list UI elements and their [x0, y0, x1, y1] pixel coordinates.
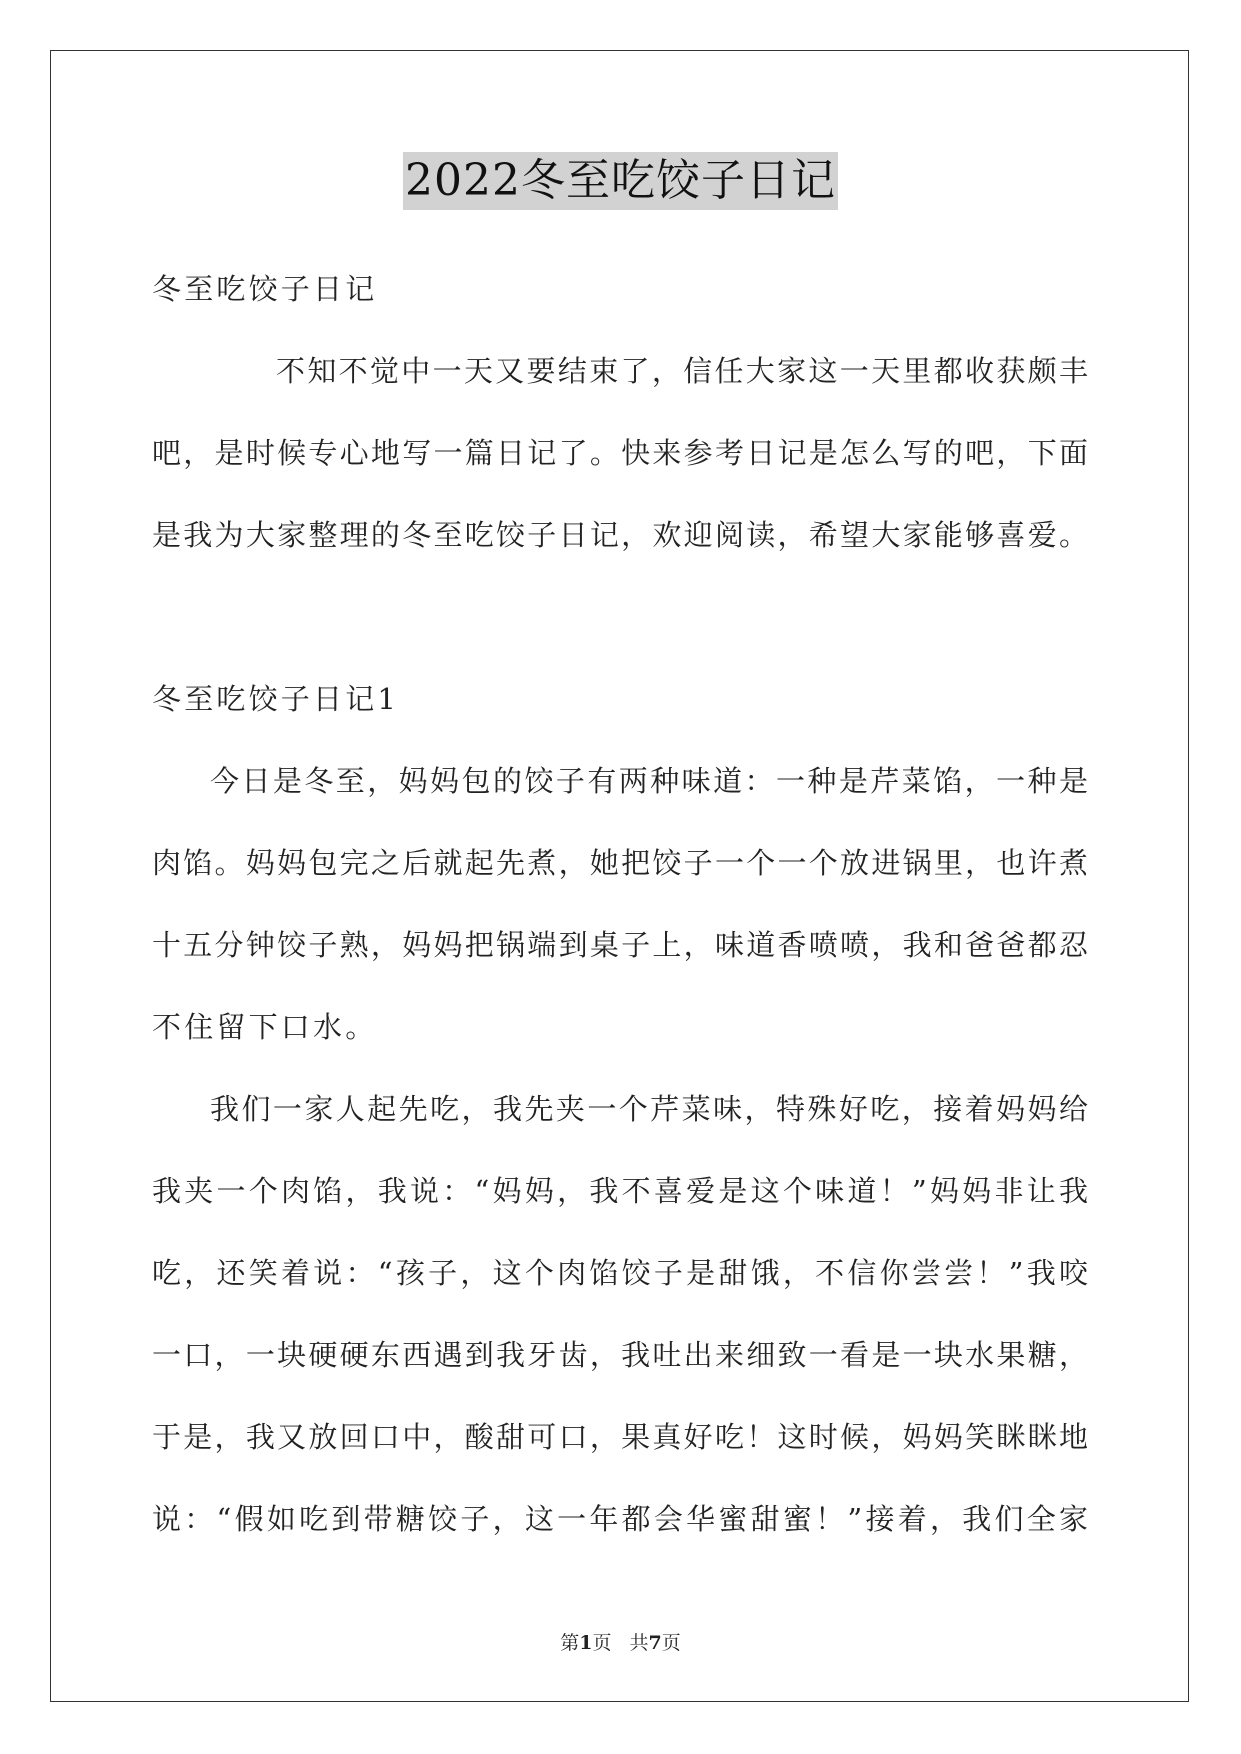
paragraph2-line: 于是，我又放回口中，酸甜可口，果真好吃！这时候，妈妈笑眯眯地 — [152, 1420, 1088, 1454]
paragraph1-line: 今日是冬至，妈妈包的饺子有两种味道：一种是芹菜馅，一种是 — [210, 764, 1088, 798]
paragraph2-line: 我们一家人起先吃，我先夹一个芹菜味，特殊好吃，接着妈妈给 — [210, 1092, 1088, 1126]
footer-total-prefix: 共 — [629, 1632, 649, 1654]
paragraph2-line: 一口，一块硬硬东西遇到我牙齿，我吐出来细致一看是一块水果糖， — [152, 1338, 1088, 1372]
footer-total-suffix: 页 — [661, 1632, 681, 1654]
paragraph2-line: 说：“假如吃到带糖饺子，这一年都会华蜜甜蜜！”接着，我们全家 — [152, 1502, 1088, 1536]
paragraph-spacer — [152, 584, 1088, 666]
footer-total-pages: 7 — [648, 1632, 662, 1654]
footer-page-suffix: 页 — [592, 1632, 612, 1654]
document-subtitle: 冬至吃饺子日记 — [152, 272, 378, 306]
section-heading: 冬至吃饺子日记1 — [152, 682, 400, 716]
paragraph1-line: 不住留下口水。 — [152, 1010, 378, 1044]
paragraph1-line: 十五分钟饺子熟，妈妈把锅端到桌子上，味道香喷喷，我和爸爸都忍 — [152, 928, 1088, 962]
intro-line: 吧，是时候专心地写一篇日记了。快来参考日记是怎么写的吧，下面 — [152, 436, 1088, 470]
paragraph1-line: 肉馅。妈妈包完之后就起先煮，她把饺子一个一个放进锅里，也许煮 — [152, 846, 1088, 880]
footer-page-number: 1 — [579, 1632, 593, 1654]
intro-line: 是我为大家整理的冬至吃饺子日记，欢迎阅读，希望大家能够喜爱。 — [152, 518, 1088, 552]
title-container — [0, 152, 1241, 210]
document-body — [152, 256, 1088, 1568]
paragraph2-line: 我夹一个肉馅，我说：“妈妈，我不喜爱是这个味道！”妈妈非让我 — [152, 1174, 1088, 1208]
document-title: 2022冬至吃饺子日记 — [403, 152, 838, 210]
footer-page-prefix: 第 — [560, 1632, 580, 1654]
intro-line: 不知不觉中一天又要结束了，信任大家这一天里都收获颇丰 — [276, 354, 1088, 388]
paragraph2-line: 吃，还笑着说：“孩子，这个肉馅饺子是甜饿，不信你尝尝！”我咬 — [152, 1256, 1088, 1290]
page-footer — [0, 1628, 1241, 1655]
